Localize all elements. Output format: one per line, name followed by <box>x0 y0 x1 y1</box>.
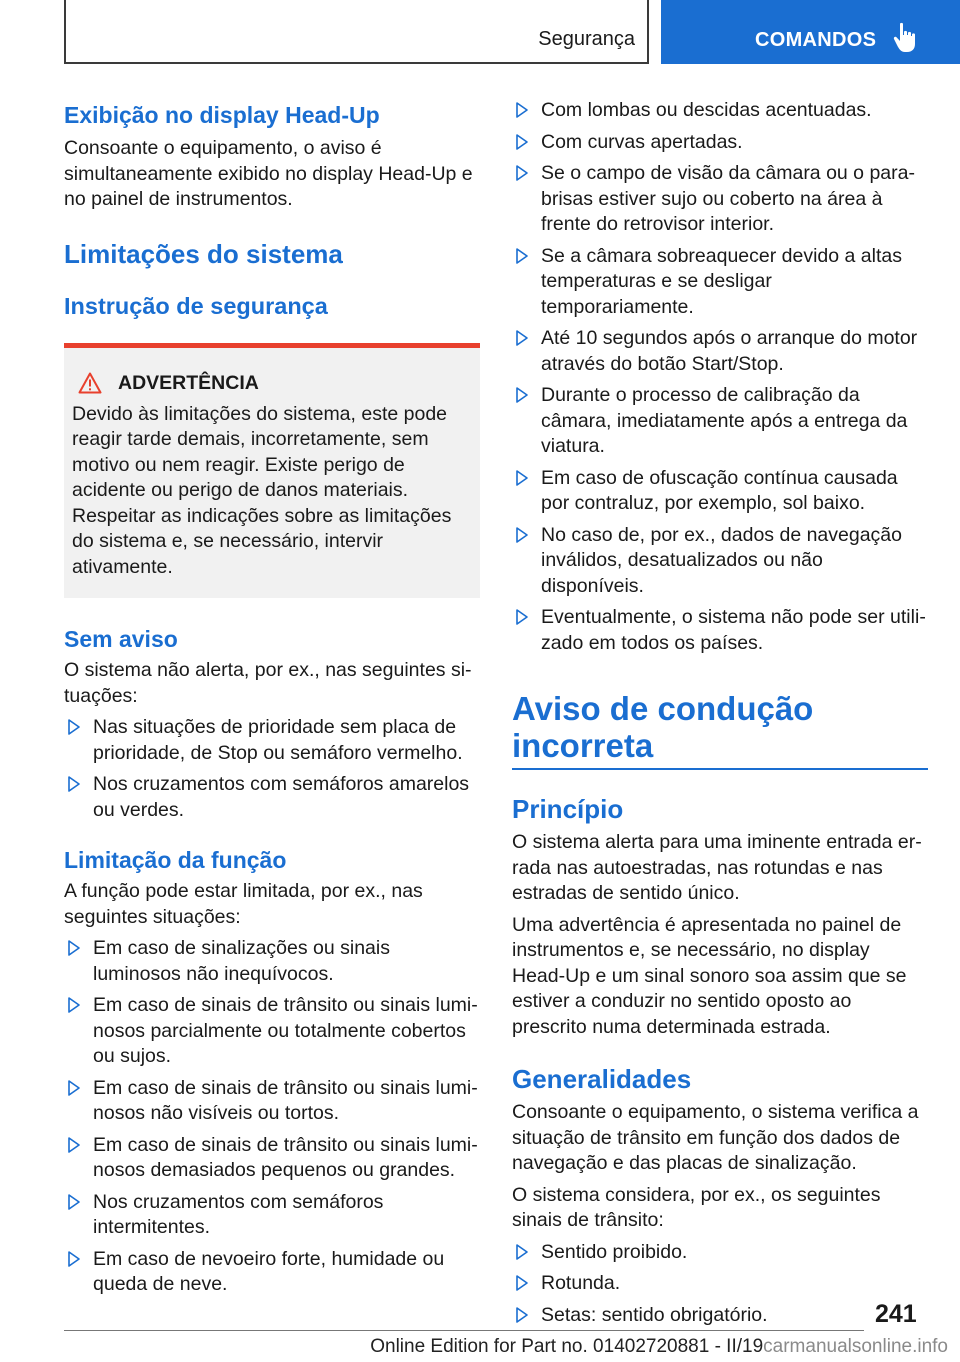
list-item: Sentido proibido. <box>512 1240 928 1266</box>
warning-box <box>64 343 480 599</box>
chapter-title: COMANDOS <box>755 29 877 51</box>
list-item: No caso de, por ex., dados de navegação inválidos, desatualizados ou não disponíveis. <box>512 523 928 600</box>
function-limit-list <box>64 936 480 1298</box>
bullet-arrow-icon <box>67 1136 81 1154</box>
list-item: Se o campo de visão da câmara ou o para-brisas estiver sujo ou coberto na área à frente do retrovisor interior. <box>512 161 928 238</box>
function-limit-heading: Limitação da função <box>64 847 287 873</box>
hud-heading: Exibição no display Head-Up <box>64 102 380 128</box>
general-heading: Generalidades <box>512 1064 692 1094</box>
warning-title <box>72 370 472 396</box>
bullet-arrow-icon <box>515 101 529 119</box>
list-item: Rotunda. <box>512 1271 928 1297</box>
bullet-arrow-icon <box>67 1193 81 1211</box>
watermark-text: carmanualsonline.info <box>763 1336 948 1357</box>
hud-paragraph: Consoante o equipamento, o aviso é simultaneamente exibido no display Head-Up e no painel de instrumentos. <box>64 137 473 210</box>
edition-text: Online Edition for Part no. 01402720881 - II/19 <box>370 1336 764 1357</box>
footer-edition <box>370 1336 948 1358</box>
left-column <box>64 100 480 1298</box>
list-item: Com curvas apertadas. <box>512 130 928 156</box>
limits-heading: Limitações do sistema <box>64 238 343 269</box>
list-item: Em caso de ofuscação contínua causada por contraluz, por exemplo, sol baixo. <box>512 466 928 517</box>
bullet-arrow-icon <box>515 526 529 544</box>
principle-paragraph-1: O sistema alerta para uma iminente entrada errada nas autoestradas, nas rotundas e nas estradas de sentido único. <box>512 831 922 904</box>
bullet-arrow-icon <box>67 1079 81 1097</box>
warning-triangle-icon <box>78 372 102 394</box>
bullet-arrow-icon <box>67 775 81 793</box>
bullet-arrow-icon <box>515 133 529 151</box>
limitations-continued-list <box>512 98 928 656</box>
bullet-arrow-icon <box>67 939 81 957</box>
bullet-arrow-icon <box>515 386 529 404</box>
warning-label: ADVERTÊNCIA <box>118 371 259 394</box>
traffic-signs-list <box>512 1240 928 1329</box>
list-item: Nos cruzamentos com semáforos intermitentes. <box>64 1190 480 1241</box>
principle-paragraph-2: Uma advertência é apresentada no painel de instrumentos e, se necessário, no display Head-Up e um sinal sonoro soa assim que se estiver a conduzir no sentido oposto ao prescrito numa determinada estrada. <box>512 913 907 1038</box>
bullet-arrow-icon <box>67 996 81 1014</box>
bullet-arrow-icon <box>515 608 529 626</box>
right-column <box>512 100 928 1328</box>
principle-heading: Princípio <box>512 794 624 824</box>
bullet-arrow-icon <box>515 1243 529 1261</box>
bullet-arrow-icon <box>515 1306 529 1324</box>
bullet-arrow-icon <box>67 1250 81 1268</box>
function-limit-paragraph: A função pode estar limitada, por ex., nas seguintes situações: <box>64 880 423 928</box>
list-item: Com lombas ou descidas acentuadas. <box>512 98 928 124</box>
no-warning-heading: Sem aviso <box>64 626 178 652</box>
list-item: Em caso de sinalizações ou sinais luminosos não inequívocos. <box>64 936 480 987</box>
no-warning-list <box>64 715 480 823</box>
general-paragraph-2: O sistema considera, por ex., os seguintes sinais de trânsito: <box>512 1183 881 1231</box>
bullet-arrow-icon <box>515 1274 529 1292</box>
section-title: Segurança <box>538 28 635 50</box>
list-item: Em caso de sinais de trânsito ou sinais luminosos demasiados pequenos ou grandes. <box>64 1133 480 1184</box>
warning-text: Devido às limitações do sistema, este pode reagir tarde demais, incorretamente, sem motivo ou nem reagir. Existe perigo de acidente ou perigo de danos materiais. Respeitar as indicações sobre as limitações do sistema e, se necessário, intervir ativamente. <box>72 402 452 578</box>
no-warning-paragraph: O sistema não alerta, por ex., nas seguintes situações: <box>64 659 472 707</box>
hand-pointer-icon <box>893 22 919 54</box>
bullet-arrow-icon <box>67 718 81 736</box>
list-item: Se a câmara sobreaquecer devido a altas temperaturas e se desligar temporariamente. <box>512 244 928 321</box>
header-section-box <box>64 0 649 64</box>
list-item: Até 10 segundos após o arranque do motor através do botão Start/Stop. <box>512 326 928 377</box>
page-number: 241 <box>875 1300 917 1328</box>
list-item: Durante o processo de calibração da câmara, imediatamente após a entrega da viatura. <box>512 383 928 460</box>
list-item: Em caso de nevoeiro forte, humidade ou queda de neve. <box>64 1247 480 1298</box>
bullet-arrow-icon <box>515 247 529 265</box>
general-paragraph-1: Consoante o equipamento, o sistema verifica a situação de trânsito em função dos dados de navegação e das placas de sinalização. <box>512 1101 919 1174</box>
list-item: Em caso de sinais de trânsito ou sinais luminosos não visíveis ou tortos. <box>64 1076 480 1127</box>
bullet-arrow-icon <box>515 164 529 182</box>
list-item: Eventualmente, o sistema não pode ser utilizado em todos os países. <box>512 605 928 656</box>
bullet-arrow-icon <box>515 329 529 347</box>
wrong-way-heading: Aviso de condução incorreta <box>512 690 928 770</box>
footer-divider <box>64 1330 864 1331</box>
header-chapter-tab <box>661 0 960 64</box>
list-item: Nos cruzamentos com semáforos amarelos ou verdes. <box>64 772 480 823</box>
safety-heading: Instrução de segurança <box>64 292 328 319</box>
list-item: Em caso de sinais de trânsito ou sinais luminosos parcialmente ou totalmente cobertos ou sujos. <box>64 993 480 1070</box>
list-item: Nas situações de prioridade sem placa de prioridade, de Stop ou semáforo vermelho. <box>64 715 480 766</box>
list-item: Setas: sentido obrigatório. <box>512 1303 928 1329</box>
bullet-arrow-icon <box>515 469 529 487</box>
